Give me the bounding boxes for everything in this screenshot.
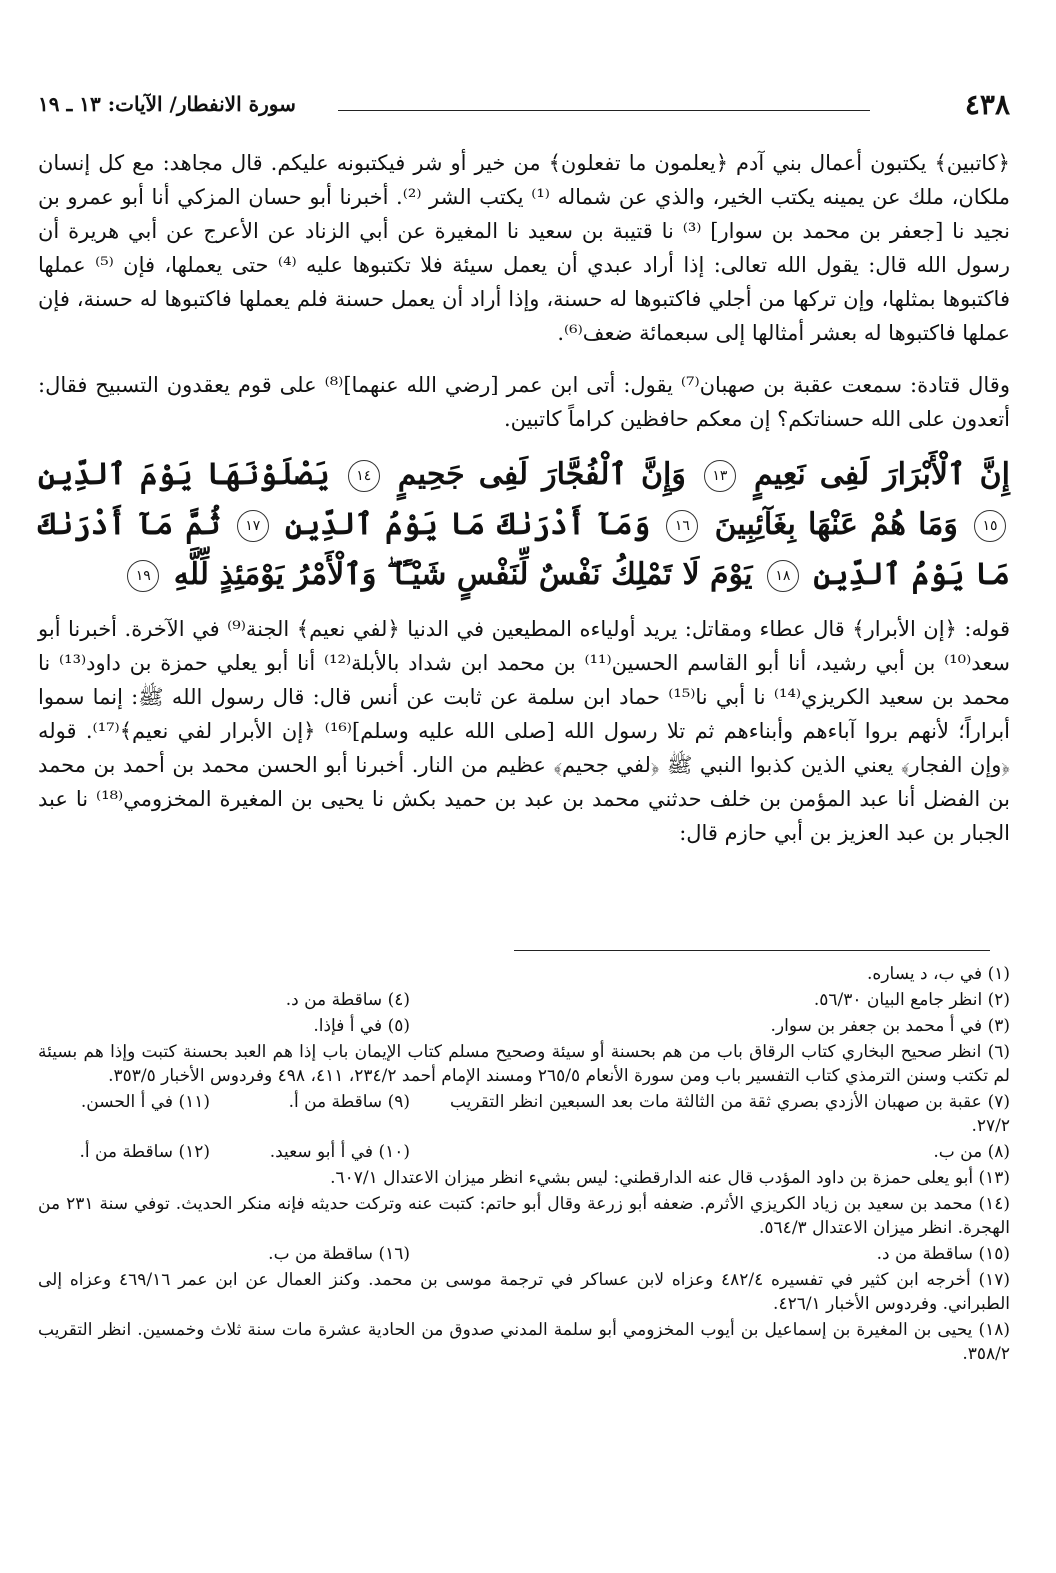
footnote-row [38,1014,1010,1038]
paragraph-1 [38,146,1010,350]
footnotes [38,962,1010,1368]
verse-number-badge: ١٧ [237,510,269,542]
footnote: (٥) في أ فإذا. [313,1016,410,1036]
verse-number-badge: ١٨ [767,560,799,592]
verse-number-badge: ١٩ [127,560,159,592]
verse-text: يَوْمَ لَا تَمْلِكُ نَفْسٌ لِّنَفْسٍ شَيْـًٔا ۖ وَٱلْأَمْرُ يَوْمَئِذٍ لِّلَّهِ [173,557,753,592]
footnote: (٨) من ب. [933,1142,1010,1162]
running-header [38,88,1010,128]
paragraph-3 [38,612,1010,850]
footnote: (٩) ساقطة من أ. [288,1092,410,1112]
verse-number-badge: ١٥ [974,510,1006,542]
footnote: (١٥) ساقطة من د. [876,1244,1010,1264]
footnote: (١٤) محمد بن سعيد بن زياد الكريزي الأثرم. ضعفه أبو زرعة وقال أبو حاتم: كتبت عنه وتركت حديثه فإنه منكر الحديث. توفي سنة ٢٣١ من الهجرة. انظر ميزان الاعتدال ٥٦٤/٣. [38,1194,1010,1238]
paragraph-text: وقال قتادة: سمعت عقبة بن صهبان⁽⁷⁾ يقول: أتى ابن عمر [رضي الله عنهما]⁽⁸⁾ على قوم يعقدون التسبيح فقال: أتعدون على الله حسناتكم؟ إن معكم حافظين كراماً كاتبين. [38,373,1010,431]
page-number: ٤٣٨ [964,88,1010,121]
verse-text: وَمَآ أَدْرَىٰكَ مَا يَوْمُ ٱلدِّينِ [285,507,651,542]
footnote: (٢) انظر جامع البيان ٥٦/٣٠. [813,990,1010,1010]
verse-text: وَإِنَّ ٱلْفُجَّارَ لَفِى جَحِيمٍ [397,457,686,492]
surah-title: سورة الانفطار/ الآيات: ١٣ ـ ١٩ [38,92,296,116]
quran-verses [38,450,1010,600]
footnote: (١٣) أبو يعلى حمزة بن داود المؤدب قال عنه الدارقطني: ليس بشيء انظر ميزان الاعتدال ٦٠٧/١. [330,1168,1010,1188]
footnote: (١٢) ساقطة من أ. [79,1142,210,1162]
paragraph-text: قوله: ﴿إن الأبرار﴾ قال عطاء ومقاتل: يريد أولياءه المطيعين في الدنيا ﴿لفي نعيم﴾ الجنة⁽⁹⁾ في الآخرة. أخبرنا أبو سعد⁽¹⁰⁾ بن أبي رشيد، أنا أبو القاسم الحسين⁽¹¹⁾ بن محمد ابن شداد بالأبلة⁽¹²⁾ أنا أبو يعلي حمزة بن داود⁽¹³⁾ نا محمد بن سعيد الكريزي⁽¹⁴⁾ نا أبي نا⁽¹⁵⁾ حماد ابن سلمة عن ثابت عن أنس قال: قال رسول الله ﷺ: إنما سموا أبراراً؛ لأنهم بروا آباءهم وأبناءهم ثم تلا رسول الله [صلى الله عليه وسلم]⁽¹⁶⁾ ﴿إن الأبرار لفي نعيم﴾⁽¹⁷⁾. قوله ﴿وإن الفجار﴾ يعني الذين كذبوا النبي ﷺ ﴿لفي جحيم﴾ عظيم من النار. أخبرنا أبو الحسن محمد بن أحمد بن محمد بن الفضل أنا عبد المؤمن بن خلف حدثني محمد بن عبد بن حميد بكش نا يحيى بن المغيرة المخزومي⁽¹⁸⁾ نا عبد الجبار بن عبد العزيز بن أبي حازم قال: [38,617,1011,845]
footnote-row [38,1140,1010,1164]
footnote: (٣) في أ محمد بن جعفر بن سوار. [770,1016,1010,1036]
verse-text: إِنَّ ٱلْأَبْرَارَ لَفِى نَعِيمٍ [753,457,1010,492]
footnote-row [38,1242,1010,1266]
footnote: (١) في ب، د يساره. [867,964,1010,984]
header-rule [338,110,870,111]
verse-text: ثُمَّ مَآ أَدْرَىٰكَ مَا يَوْمُ ٱلدِّينِ [38,507,1010,592]
verse-number-badge: ١٣ [704,460,736,492]
footnote: (٧) عقبة بن صهبان الأزدي بصري ثقة من الثالثة مات بعد السبعين انظر التقريب ٢٧/٢. [450,1092,1010,1136]
footnote: (١١) في أ الحسن. [80,1092,210,1112]
verse-number-badge: ١٦ [666,510,698,542]
footnote-row [38,1090,1010,1138]
footnote: (٤) ساقطة من د. [285,990,410,1010]
main-text [38,146,1010,862]
verse-text: يَصْلَوْنَهَا يَوْمَ ٱلدِّينِ [38,457,330,492]
footnote: (١٠) في أ أبو سعيد. [269,1142,410,1162]
footnote: (١٧) أخرجه ابن كثير في تفسيره ٤٨٢/٤ وعزاه لابن عساكر في ترجمة موسى بن محمد. وكنز العمال عن ابن عمر ٤٦٩/١٦ وعزاه إلى الطبراني. وفردوس الأخبار ٤٢٦/١. [38,1270,1010,1314]
footnote-row [38,988,1010,1012]
footnote: (٦) انظر صحيح البخاري كتاب الرقاق باب من هم بحسنة أو سيئة وصحيح مسلم كتاب الإيمان باب إذا هم العبد بحسنة كتبت وإذا هم بسيئة لم تكتب وسنن الترمذي كتاب التفسير باب ومن سورة الأنعام ٢٦٥/٥ ومسند الإمام أحمد ٢٣٤/٢، ٤١١، ٤٩٨ وفردوس الأخبار ٣٥٣/٥. [38,1042,1010,1086]
footnote-rule [514,950,990,951]
paragraph-2 [38,368,1010,436]
verse-number-badge: ١٤ [348,460,380,492]
verse-text: وَمَا هُمْ عَنْهَا بِغَآئِبِينَ [714,507,958,542]
paragraph-text: ﴿كاتبين﴾ يكتبون أعمال بني آدم ﴿يعلمون ما تفعلون﴾ من خير أو شر فيكتبونه عليكم. قال مجاهد: مع كل إنسان ملكان، ملك عن يمينه يكتب الخير، والذي عن شماله ⁽¹⁾ يكتب الشر ⁽²⁾. أخبرنا أبو حسان المزكي أنا أبو عمرو بن نجيد نا [جعفر بن محمد بن سوار] ⁽³⁾ نا قتيبة بن سعيد نا المغيرة عن أبي الزناد عن الأعرج عن أبي هريرة أن رسول الله قال: يقول الله تعالى: إذا أراد عبدي أن يعمل سيئة فلا تكتبوها عليه ⁽⁴⁾ حتى يعملها، فإن ⁽⁵⁾ عملها فاكتبوها بمثلها، وإن تركها من أجلي فاكتبوها له حسنة، وإذا أراد أن يعمل حسنة فلم يعملها فاكتبوها له حسنة، فإن عملها فاكتبوها له بعشر أمثالها إلى سبعمائة ضعف⁽⁶⁾. [38,151,1011,345]
footnote: (١٨) يحيى بن المغيرة بن إسماعيل بن أيوب المخزومي أبو سلمة المدني صدوق من الحادية عشرة مات سنة ثلاث وخمسين. انظر التقريب ٣٥٨/٢. [38,1320,1010,1364]
footnote: (١٦) ساقطة من ب. [268,1244,410,1264]
